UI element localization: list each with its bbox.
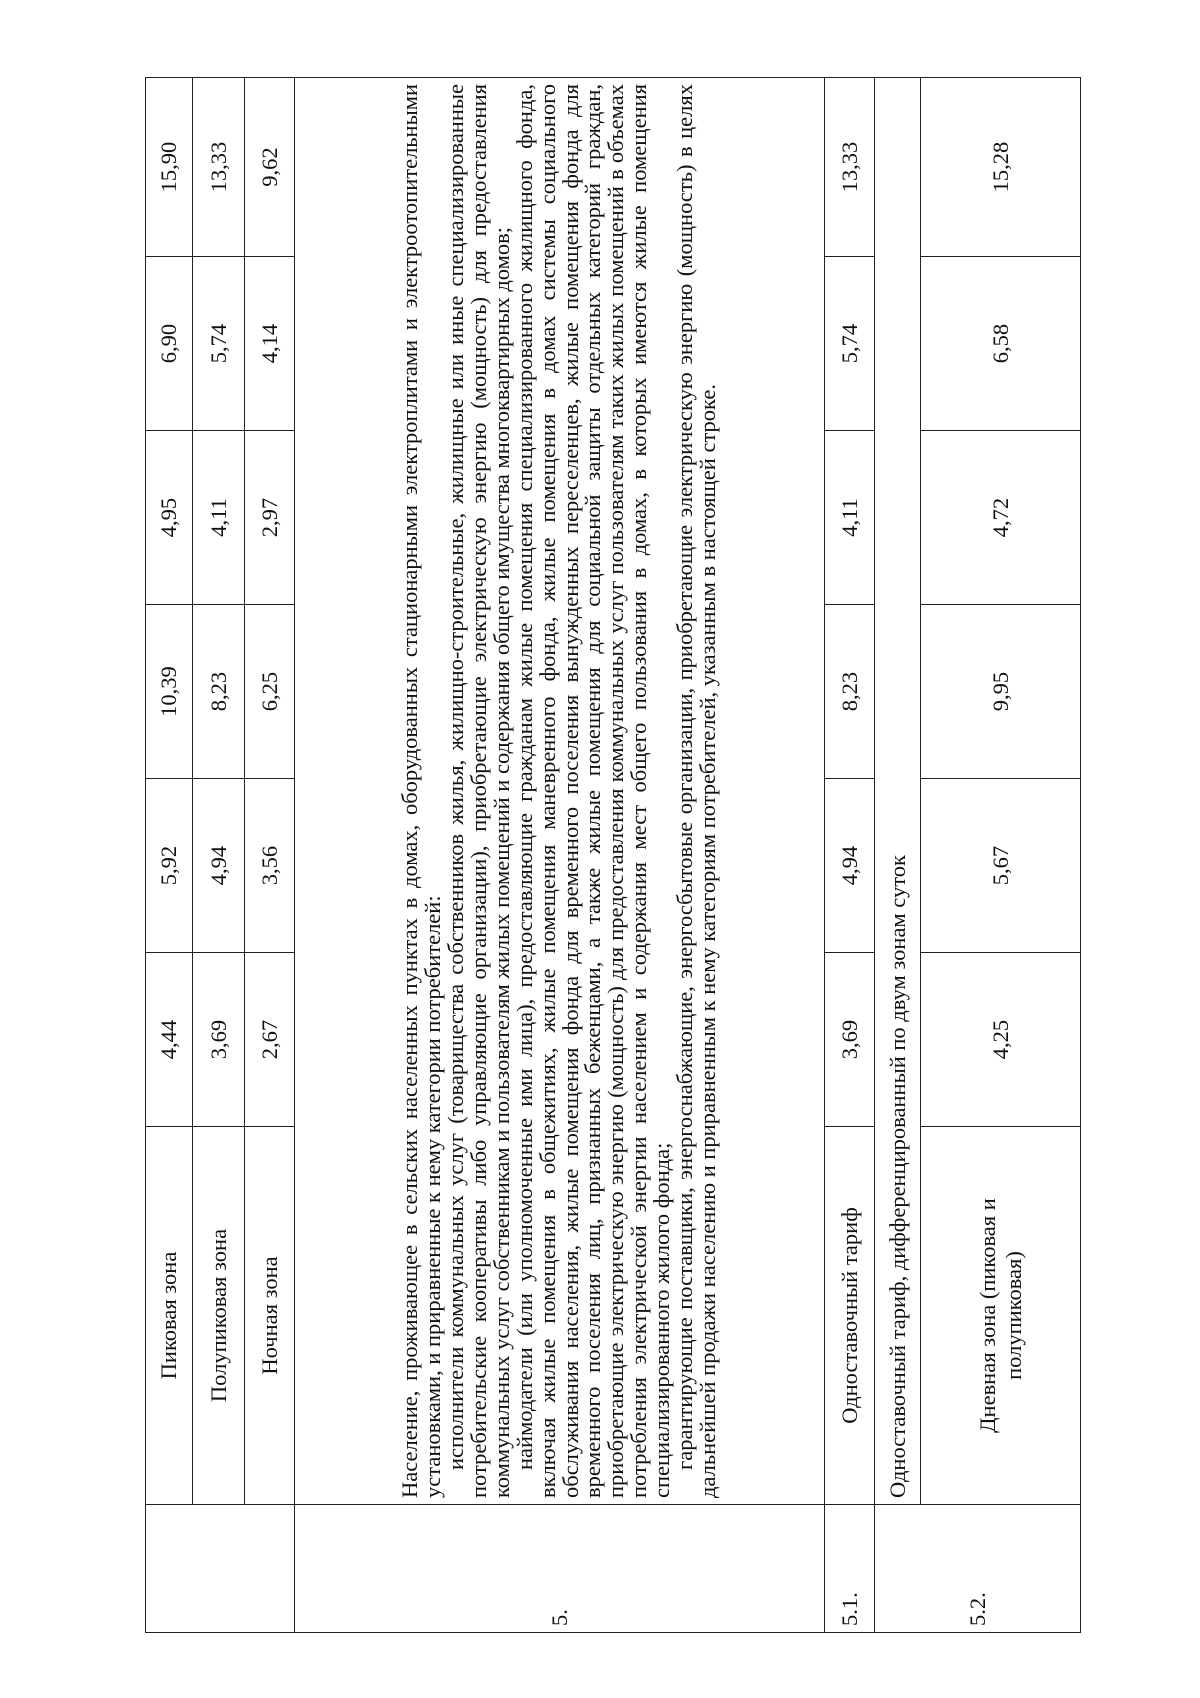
table-cell: 4,72	[921, 431, 1081, 605]
table-cell: 2,97	[245, 431, 295, 605]
table-cell: 2,67	[245, 953, 295, 1127]
table-cell: 4,14	[245, 257, 295, 431]
section-5-description	[295, 78, 825, 1505]
paragraph: Население, проживающее в сельских населенных пунктах в домах, оборудованных стационарными электроплитами и электроотопительными установками, и приравненные к нему категории потребителей:	[396, 84, 445, 1498]
table-cell: 3,69	[193, 953, 245, 1127]
row-label: Пиковая зона	[146, 1127, 193, 1505]
row-label: Одноставочный тариф	[825, 1127, 875, 1505]
row-label: Ночная зона	[245, 1127, 295, 1505]
table-row	[193, 78, 245, 1633]
row-label: Полупиковая зона	[193, 1127, 245, 1505]
row-number: 5.	[295, 1505, 825, 1633]
table-cell: 5,92	[146, 779, 193, 953]
table-cell: 4,11	[193, 431, 245, 605]
table-cell: 3,69	[825, 953, 875, 1127]
row-label: Одноставочный тариф, дифференцированный по двум зонам суток	[875, 78, 921, 1505]
table-cell: 15,28	[921, 78, 1081, 257]
rotated-table-wrapper	[145, 78, 1080, 1633]
table-cell: 4,11	[825, 431, 875, 605]
table-cell: 8,23	[193, 605, 245, 779]
table-cell: 6,90	[146, 257, 193, 431]
row-label: Дневная зона (пиковая и полупиковая)	[921, 1127, 1081, 1505]
table-cell: 13,33	[193, 78, 245, 257]
table-cell: 15,90	[146, 78, 193, 257]
table-cell: 5,74	[193, 257, 245, 431]
row-number: 5.1.	[825, 1505, 875, 1633]
table-cell: 10,39	[146, 605, 193, 779]
paragraph: наймодатели (или уполномоченные ими лица), предоставляющие гражданам жилые помещения специализированного жилищного фонда, включая жилые помещения в общежитиях, жилые помещения маневренного фонда, жилые помещения в домах системы социального обслуживания населения, жилые помещения фонда для временного поселения вынужденных переселенцев, жилые помещения фонда для временного поселения лиц, признанных беженцами, а также жилые помещения для социальной защиты отдельных категорий граждан, приобретающие электрическую энергию (мощность) для предоставления коммунальных услуг пользователям таких жилых помещений в объемах потребления электрической энергии населением и содержания мест общего пользования в домах, в которых имеются жилые помещения специализированного жилого фонда;	[511, 84, 675, 1498]
table-cell: 4,44	[146, 953, 193, 1127]
table-cell: 6,58	[921, 257, 1081, 431]
row-number	[146, 1505, 295, 1633]
section-5-row	[295, 78, 825, 1633]
tariff-table	[145, 77, 1081, 1633]
table-row	[825, 78, 875, 1633]
table-cell: 4,95	[146, 431, 193, 605]
paragraph: исполнители коммунальных услуг (товарищества собственников жилья, жилищно-строительные, жилищные или иные специализированные потребительские кооперативы либо управляющие организации), приобретающие электрическую энергию (мощность) для предоставления коммунальных услуг собственникам и пользователям жилых помещений и содержания общего имущества многоквартирных домов;	[442, 84, 514, 1498]
table-row	[921, 78, 1081, 1633]
row-number: 5.2.	[875, 1505, 1081, 1633]
table-cell: 5,67	[921, 779, 1081, 953]
table-row	[875, 78, 921, 1633]
table-cell: 8,23	[825, 605, 875, 779]
table-cell: 4,94	[825, 779, 875, 953]
table-cell: 4,94	[193, 779, 245, 953]
table-row	[245, 78, 295, 1633]
table-cell: 3,56	[245, 779, 295, 953]
table-cell: 9,95	[921, 605, 1081, 779]
table-cell: 9,62	[245, 78, 295, 257]
table-cell: 6,25	[245, 605, 295, 779]
table-row	[146, 78, 193, 1633]
table-cell: 5,74	[825, 257, 875, 431]
table-cell: 13,33	[825, 78, 875, 257]
paragraph: гарантирующие поставщики, энергоснабжающие, энергосбытовые организации, приобретающие электрическую энергию (мощность) в целях дальнейшей продажи населению и приравненным к нему категориям потребителей, указанным в настоящей строке.	[672, 84, 721, 1498]
table-cell: 4,25	[921, 953, 1081, 1127]
